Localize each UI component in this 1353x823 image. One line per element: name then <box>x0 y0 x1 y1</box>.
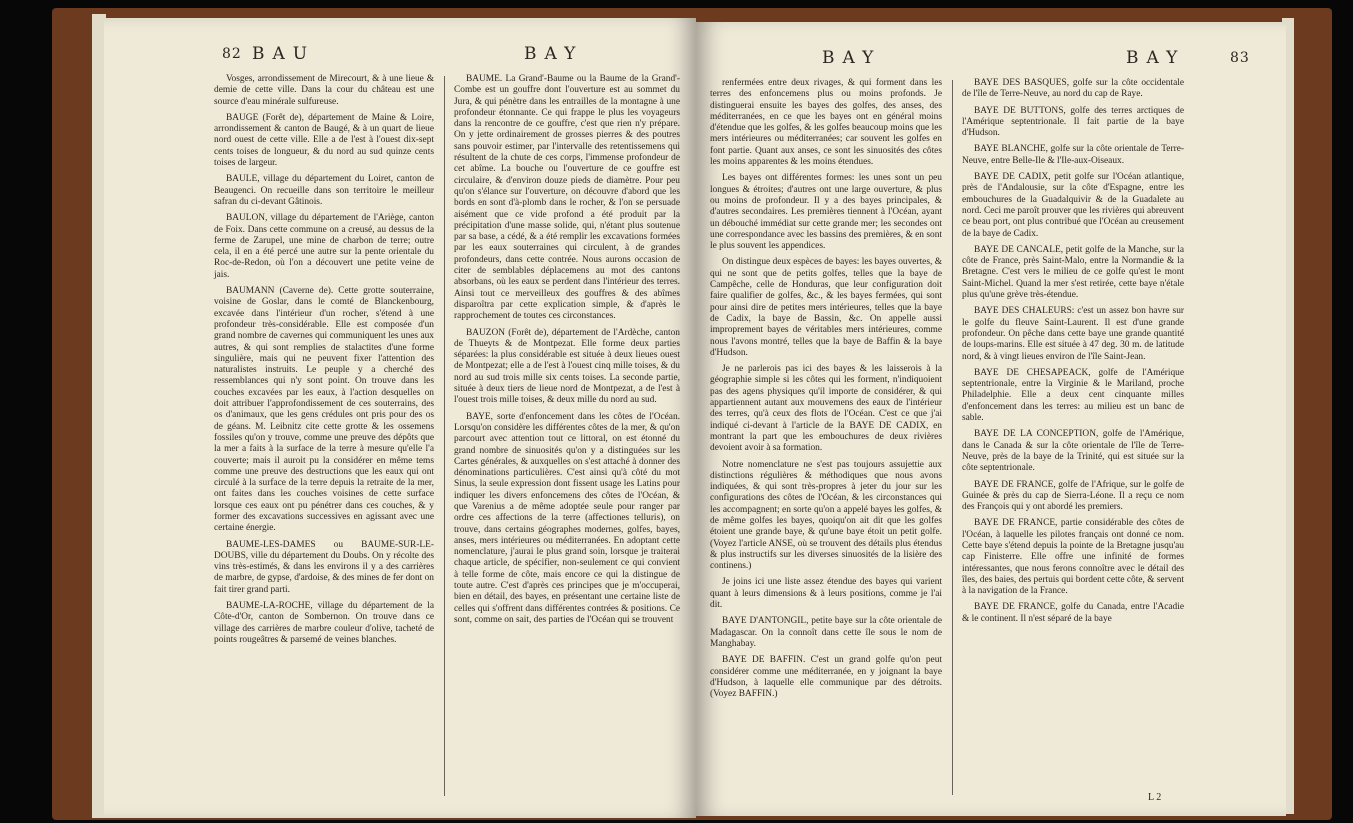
right-running-header <box>696 44 1286 74</box>
right-page-number: 83 <box>1230 50 1250 66</box>
left-header-word-left: BAU <box>252 44 316 64</box>
entry: renfermées entre deux rivages, & qui forment dans les terres des enfoncemens plus ou moins profonds. Je distinguerai ensuite les bayes des golfes, des anses, des méditerranées, en ce que les bayes ont en général moins d'étendue que les golfes, & les golfes beaucoup moins que les mers intérieures ou méditerranées; car souvent les golfes en font partie. Quant aux anses, ce sont les sinuosités des côtes les moins apparentes & les moins étendues. <box>710 78 942 168</box>
right-column-2 <box>962 78 1184 630</box>
right-column-1 <box>710 78 942 705</box>
left-column-2 <box>454 74 680 631</box>
entry: Je joins ici une liste assez étendue des bayes qui varient quant à leurs dimensions & à leurs positions, comme je l'ai dit. <box>710 577 942 611</box>
column-rule <box>444 76 445 796</box>
right-header-word-left: BAY <box>822 48 882 68</box>
entry: BAYE DES BASQUES, golfe sur la côte occidentale de l'île de Terre-Neuve, au nord du cap de Raye. <box>962 78 1184 100</box>
entry: BAYE DES CHALEURS: c'est un assez bon havre sur le golfe du fleuve Saint-Laurent. Il est d'une grande profondeur. On pêche dans cette baye une grande quantité de loups-marins. Elle est située à 47 deg. 30 m. de latitude nord, & à vingt lieues environ de l'île Saint-Jean. <box>962 306 1184 362</box>
entry: On distingue deux espèces de bayes: les bayes ouvertes, & qui ne sont que de petits golfes, telles que la baye de Campêche, celle de Honduras, que leur configuration doit faire qualifier de golfes, &c., & les bayes fermées, qui sont pour ainsi dire de petites mers intérieures, telles que la baye de Cadix, la baye de Bassin, &c. On appelle aussi improprement bayes de véritables mers intérieures, comme nous l'avons montré, telles que la baye de Baffin & la baye d'Hudson. <box>710 257 942 358</box>
left-header-word-right: BAY <box>524 44 584 64</box>
entry: BAUME-LES-DAMES ou BAUME-SUR-LE-DOUBS, ville du département du Doubs. On y récolte des vins très-estimés, & dans les environs il y a des carrières de marbre, de gypse, d'ardoise, & des mines de fer dont on fait tirer grand parti. <box>214 539 434 595</box>
entry: BAULE, village du département du Loiret, canton de Beaugenci. On recueille dans son territoire le meilleur safran du ci-devant Gâtinois. <box>214 174 434 207</box>
column-rule <box>952 80 953 795</box>
entry: BAYE DE CHESAPEACK, golfe de l'Amérique septentrionale, entre la Virginie & le Mariland, proche Philadelphie. Elle a deux cent cinquante milles d'enfoncement dans les terres: au milieu est un banc de sable. <box>962 367 1184 424</box>
entry: Je ne parlerois pas ici des bayes & les laisserois à la géographie simple si les côtes qui les forment, n'indiquoient pas des agens physiques qu'il importe de considérer, & qui appartiennent autant aux mouvemens des eaux de l'intérieur des terres, qu'à ceux des flots de l'Océan. C'est ce que j'ai indiqué ci-devant à l'article de la BAYE DE CADIX, en montrant la part que les embouchures de deux rivières devoient avoir à sa formation. <box>710 364 942 454</box>
left-column-1 <box>214 74 434 651</box>
right-header-word-right: BAY <box>1126 48 1186 68</box>
entry: BAYE DE CANCALE, petit golfe de la Manche, sur la côte de France, près Saint-Malo, entre la Normandie & la Bretagne. C'est vers le milieu de ce golfe qu'est le mont Saint-Michel. Quand la mer s'est retirée, cette baye n'étale plus qu'une grève très-étendue. <box>962 244 1184 301</box>
entry: BAYE D'ANTONGIL, petite baye sur la côte orientale de Madagascar. On la connoît dans cette île sous le nom de Manghabay. <box>710 616 942 649</box>
entry: BAYE DE FRANCE, partie considérable des côtes de l'Océan, à laquelle les pilotes français ont donné ce nom. Cette baye s'étend depuis la pointe de la Bretagne jusqu'au cap Finisterre. Elle offre une infinité de formes intéressantes, que nous ferons connoître avec le détail des îles, des baies, des pertuis qui bordent cette côte, & servent à la navigation de la France. <box>962 518 1184 597</box>
entry: BAYE DE BAFFIN. C'est un grand golfe qu'on peut considérer comme une méditerranée, en y joignant la baye d'Hudson, à laquelle elle communique par des détroits. (Voyez BAFFIN.) <box>710 655 942 700</box>
entry: BAYE DE CADIX, petit golfe sur l'Océan atlantique, près de l'Andalousie, sur la côte d'Espagne, entre les embouchures de la Guadalquivir & de la Guadalete au nord. Ceci me paroît prouver que les rivières qui abreuvent ce beau port, ont plus contribué que l'Océan au creusement de la baye de Cadix. <box>962 172 1184 239</box>
left-running-header <box>104 40 696 70</box>
entry: BAUGE (Forêt de), département de Maine & Loire, arrondissement & canton de Baugé, & à un quart de lieue nord ouest de cette ville. Elle a de l'est à l'ouest dix-sept cents toises de longueur, & du nord au sud quinze cents toises de largeur. <box>214 112 434 169</box>
entry: BAYE DE BUTTONS, golfe des terres arctiques de l'Amérique septentrionale. Il fait partie de la baye d'Hudson. <box>962 105 1184 139</box>
entry: BAYE DE FRANCE, golfe du Canada, entre l'Acadie & le continent. Il n'est séparé de la baye <box>962 602 1184 624</box>
signature-mark: L 2 <box>1148 792 1162 803</box>
entry: BAYE DE FRANCE, golfe de l'Afrique, sur le golfe de Guinée & près du cap de Sierra-Léone. Il a reçu ce nom des François qui y ont abordé les premiers. <box>962 479 1184 513</box>
entry: BAULON, village du département de l'Ariège, canton de Foix. Dans cette commune on a creusé, au dessus de la ferme de Zarupel, une mine de charbon de terre; outre cela, il en a été percé une autre sur la pente orientale du Roc-de-Redon, où l'on a découvert une petite veine de jais. <box>214 213 434 280</box>
entry: Les bayes ont différentes formes: les unes sont un peu longues & étroites; d'autres ont une large ouverture, & plus ou moins de profondeur. Il y a des bayes principales, & d'autres secondaires. Les premières tiennent à l'Océan, ayant un débouché immédiat sur cette grande mer; les secondes ont une correspondance avec les bassins des premières, & en sont le plus souvent les appendices. <box>710 173 942 252</box>
entry: Vosges, arrondissement de Mirecourt, & à une lieue & demie de cette ville. Dans la cour du château est une source d'eau minérale sulfureuse. <box>214 74 434 107</box>
entry: BAUMANN (Caverne de). Cette grotte souterraine, voisine de Goslar, dans le comté de Blanckenbourg, excavée dans l'intérieur d'un rocher, s'étend à une profondeur très-considérable. Elle est composée d'un grand nombre de cavernes qui communiquent les unes aux autres, & qui sont remplies de stalactites d'une forme singulière, mais qui ne peuvent fixer l'attention des naturalistes instruits. Le peuple y a cherché des ressemblances qui n'y sont point. On trouve dans les couches excavées par les eaux, à l'action desquelles on doit attribuer l'approfondissement de ces souterrains, des os d'animaux, que les gens crédules ont pris pour des os de géans. M. Leibnitz cite cette grotte & les ossemens fossiles qu'on y trouve, comme une preuve des dépôts que la mer a faits à la surface de la terre à mesure qu'elle l'a couverte; mais il auroit pu la considérer en même tems comme une preuve des destructions que les eaux qui ont circulé à la surface de la terre depuis la retraite de la mer, ont faites dans les couches voisines de cette surface lorsque ces eaux ont pu pénétrer dans ces couches, & y former des excavations successives en agissant avec une certaine énergie. <box>214 286 434 534</box>
entry: BAYE, sorte d'enfoncement dans les côtes de l'Océan. Lorsqu'on considère les différentes côtes de la mer, & qu'on parcourt avec attention tout ce littoral, on est étonné du grand nombre de sinuosités qu'on y a distinguées sur les Cartes générales, & auxquelles on s'est attaché à donner des dénominations particulières. C'est ainsi qu'à côté du mot Sinus, la seule expression dont fissent usage les Latins pour indiquer les divers enfoncemens des côtes de l'Océan, & que Varenius a de même adoptée seule pour ranger par ordre ces affections de la terre (affectiones telluris), on trouve, dans certains géographes modernes, golfes, bayes, anses, mers intérieures ou méditerranées. En adoptant cette nomenclature, j'aurai le plus grand soin, lorsque je traiterai chaque article, de spécifier, non-seulement ce qui convient à telle forme de côte, mais encore ce qui la distingue de toute autre. C'est d'après ces principes que je m'occuperai, bien en détail, des bayes, en présentant une certaine liste de celles qui s'offrent dans différentes contrées & positions. Ce sont, comme on sait, des parties de l'Océan qui se trouvent <box>454 411 680 625</box>
left-page-number: 82 <box>222 46 242 62</box>
entry: BAUME-LA-ROCHE, village du département de la Côte-d'Or, canton de Sombernon. On trouve dans ce village des carrières de marbre couleur d'olive, tacheté de points rougeâtres & parsemé de veines blanches. <box>214 601 434 645</box>
left-page <box>104 18 696 818</box>
entry: BAYE DE LA CONCEPTION, golfe de l'Amérique, dans le Canada & sur la côte orientale de l'île de Terre-Neuve, près de la baye de la Trinité, qui est située sur la côte septentrionale. <box>962 429 1184 474</box>
right-page <box>696 22 1286 816</box>
entry: BAYE BLANCHE, golfe sur la côte orientale de Terre-Neuve, entre Belle-Ile & l'Ile-aux-Oiseaux. <box>962 144 1184 166</box>
entry: BAUZON (Forêt de), département de l'Ardèche, canton de Thueyts & de Montpezat. Elle forme deux parties séparées: la plus considérable est située à deux lieues ouest de Montpezat; elle a de l'est à l'ouest cinq mille toises, & du nord au sud trois mille six cents toises. La seconde partie, située à deux tiers de lieue nord de Montpezat, a de l'est à l'ouest trois mille toises, & deux mille du nord au sud. <box>454 327 680 406</box>
entry: Notre nomenclature ne s'est pas toujours assujettie aux distinctions régulières & méthodiques que nous avons indiquées, & qui sont très-propres à jeter du jour sur les configurations des côtes de l'Océan, & les circonstances qui les accompagnent; en sorte qu'on a appelé bayes les golfes, & de même golfes les bayes, quoiqu'on ait dit que les golfes étoient une grande baye, & qu'une baye étoit un petit golfe. (Voyez l'article ANSE, où se trouvent des détails plus étendus & plus instructifs sur les diverses sinuosités de la lisière des continens.) <box>710 459 942 572</box>
entry: BAUME. La Grand'-Baume ou la Baume de la Grand'-Combe est un gouffre dont l'ouverture est au sommet du Jura, & qui pénètre dans les entrailles de la montagne à une profondeur étonnante. Ce qui frappe le plus les voyageurs dans la rencontre de ce gouffre, c'est que rien n'y prépare. On y jette ordinairement de grosses pierres & des poutres sans pouvoir estimer, par l'intervalle des retentissemens qui résultent de la chute de ces corps, l'immense profondeur de cet abîme. La bouche ou l'ouverture de ce gouffre est circulaire, & d'environ douze pieds de diamètre. Pour peu qu'on s'élance sur l'ouverture, on découvre d'abord que les bords en sont d'à-plomb dans le rocher, & l'on se persuade aisément que ce vide profond a été produit par la précipitation d'une masse solide, qui, n'étant plus soutenue par sa base, a cédé, & a été remplir les excavations formées par les eaux souterraines qui circulent, à de grandes profondeurs, dans cette contrée. Nous aurons occasion de citer de semblables déplacemens au mot des cantons absorbans, où les eaux se perdent dans l'intérieur des terres. Ainsi tout ce merveilleux des gouffres & des abîmes disparoîtra par cette explication simple, & d'après le rapprochement de toutes ces circonstances. <box>454 74 680 322</box>
